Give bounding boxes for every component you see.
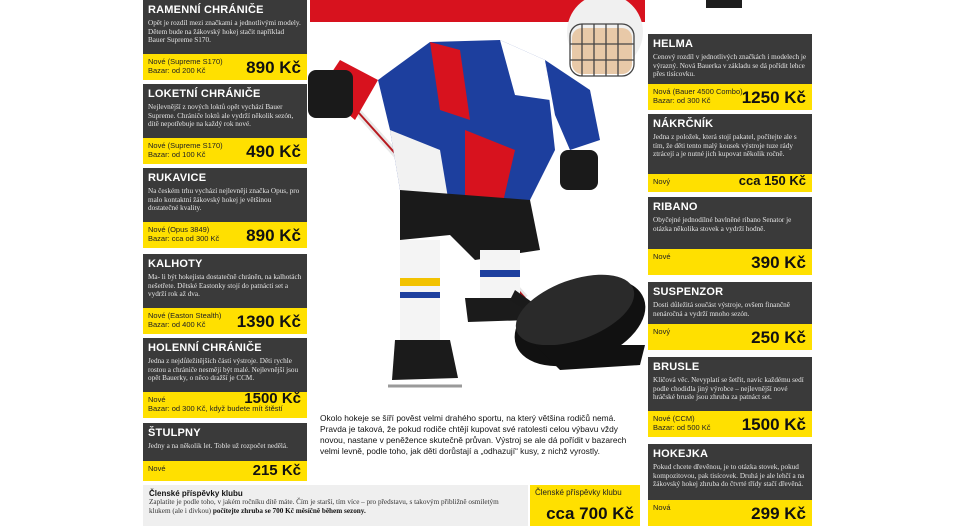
price-note-bazar: Bazar: od 500 Kč — [653, 423, 711, 432]
price-box — [143, 308, 307, 334]
club-fees-desc — [149, 498, 522, 516]
item-title: RAMENNÍ CHRÁNIČE — [148, 4, 264, 16]
item-title: BRUSLE — [653, 361, 700, 373]
price-box — [648, 249, 812, 275]
price-box — [648, 84, 812, 110]
item-title: RIBANO — [653, 201, 698, 213]
price-box — [143, 222, 307, 248]
club-fees-box — [143, 485, 528, 526]
club-fees-desc-text: Zaplatíte je podle toho, v jakém ročníku dítě máte. Čím je starší, tím více – pro představu, s takovým přibližně osmiletým klukem (ale i dívkou) — [149, 498, 499, 515]
price-value: 1500 Kč — [741, 415, 806, 434]
price-box — [648, 324, 812, 350]
club-fees-price-value: cca 700 Kč — [546, 504, 634, 523]
price-note-new: Nové — [653, 252, 671, 261]
item-title: HELMA — [653, 38, 694, 50]
price-value: 890 Kč — [246, 226, 301, 245]
price-value: 299 Kč — [751, 504, 806, 523]
club-fees-title: Členské příspěvky klubu — [149, 489, 243, 498]
item-card-suspenzor — [648, 282, 812, 350]
item-desc: Dosti důležitá součást výstroje, ovšem finančně nenáročná a vydrží mnoho sezón. — [653, 301, 790, 318]
price-note-bazar: Bazar: cca od 300 Kč — [148, 234, 220, 243]
price-note-bazar: Bazar: od 200 Kč — [148, 66, 206, 75]
price-note-bazar: Bazar: od 100 Kč — [148, 150, 206, 159]
price-note-new: Nové (Easton Stealth) — [148, 311, 222, 320]
item-card-nakrcnik — [648, 114, 812, 192]
price-note-new: Nová (Bauer 4500 Combo) — [653, 87, 743, 96]
price-note-new: Nový — [653, 177, 671, 186]
item-desc: Ma- li být hokejista dostatečně chráněn, na kalhotách nešetřete. Dětské Eastonky stojí do patnácti set a vydrží rok až dva. — [148, 273, 302, 299]
item-title: HOKEJKA — [653, 448, 709, 460]
price-value: 215 Kč — [252, 462, 301, 479]
item-card-rukavice — [143, 168, 307, 248]
item-desc: Nejlevnější z nových loktů opět vychází Bauer Supreme. Chrániče loktů ale vydrží několik sezón, dítě nepotřebuje na každý rok nové. — [148, 103, 294, 129]
price-value: 890 Kč — [246, 58, 301, 77]
price-note-new: Nové (CCM) — [653, 414, 695, 423]
item-card-holenni-chranice — [143, 338, 307, 418]
price-box — [143, 392, 307, 418]
price-note-new: Nové (Supreme S170) — [148, 57, 223, 66]
item-card-kalhoty — [143, 254, 307, 334]
item-card-loketni-chranice — [143, 84, 307, 164]
item-desc: Cenový rozdíl v jednotlivých značkách i modelech je výrazný. Nová Bauerka v základu se dá pořídit lehce přes tisícovku. — [653, 53, 807, 79]
price-box — [143, 54, 307, 80]
face — [572, 28, 632, 74]
item-card-brusle — [648, 357, 812, 437]
price-note-new: Nové — [148, 464, 166, 473]
price-value: 490 Kč — [246, 142, 301, 161]
item-card-stulpny — [143, 423, 307, 481]
item-desc: Klíčová věc. Nevyplatí se šetřit, navíc každému sedí podle chodidla jiný výrobce – nejlevnější nové hráčské brusle jsou zhruba za patnáct set. — [653, 376, 804, 402]
item-title: SUSPENZOR — [653, 286, 724, 298]
price-box — [648, 174, 812, 192]
price-value: 390 Kč — [751, 253, 806, 272]
item-title: RUKAVICE — [148, 172, 207, 184]
item-title: KALHOTY — [148, 258, 203, 270]
price-note-new: Nová — [653, 503, 671, 512]
item-desc: Jedna z nejdůležitějších částí výstroje. Děti rychle rostou a chrániče nesmějí být malé. Nejlevnější jsou opět Bauerky, o něco dražší je CCM. — [148, 357, 299, 383]
price-note-new: Nové (Opus 3849) — [148, 225, 210, 234]
skate-left — [392, 340, 458, 380]
item-desc: Jedny a na několik let. Toble už rozpočet nedělá. — [148, 442, 288, 450]
hockey-player-photo — [300, 0, 650, 412]
item-desc: Jedna z položek, která stojí pakatel, počítejte ale s tím, že děti tento malý kousek výstroje tuze rády ztrácejí a je nutné jich kupovat několik ročně. — [653, 133, 797, 159]
item-card-ramenni-chranice — [143, 0, 307, 80]
article-text: Okolo hokeje se šíří pověst velmi drahého sportu, na který většina rodičů nemá. Pravda je taková, že pokud rodiče chtějí kupovat své ratolesti celou výbavu vždy novou, nastane v peněžence skutečně průvan. Výstroj se ale dá pořídit v bazarech velmi levně, podle toho, jak děti dorůstají a „odhazují“ kusy, z nichž vyrostly. — [320, 413, 627, 456]
item-title: LOKETNÍ CHRÁNIČE — [148, 88, 261, 100]
item-desc: Obyčejné jednodílné bavlněné ribano Senator je otázka několika stovek a vydrží hodně. — [653, 216, 792, 233]
club-fees-price-label: Členské příspěvky klubu — [535, 488, 622, 497]
price-value: 1500 Kč — [244, 390, 301, 407]
price-value: 250 Kč — [751, 328, 806, 347]
item-title: ŠTULPNY — [148, 427, 201, 439]
price-note-bazar: Bazar: od 400 Kč — [148, 320, 206, 329]
item-card-helma — [648, 34, 812, 110]
price-note-bazar: Bazar: od 300 Kč, když budete mít štěstí — [148, 404, 283, 413]
price-box — [143, 138, 307, 164]
item-desc: Na českém trhu vychází nejlevněji značka Opus, pro malo kontaktní žákovský hokej je většinou dostatečné kvality. — [148, 187, 300, 213]
club-fees-price-box — [530, 485, 640, 526]
glove-left — [308, 70, 353, 118]
price-box — [648, 500, 812, 526]
top-dark-strip — [706, 0, 742, 8]
item-title: NÁKRČNÍK — [653, 118, 714, 130]
price-box — [143, 461, 307, 481]
price-note-new: Nový — [653, 327, 671, 336]
sock-left — [400, 240, 440, 340]
price-note-new: Nové — [148, 395, 166, 404]
price-box — [648, 411, 812, 437]
glove-right — [560, 150, 598, 190]
item-title: HOLENNÍ CHRÁNIČE — [148, 342, 262, 354]
price-value: cca 150 Kč — [738, 173, 806, 188]
price-value: 1250 Kč — [741, 88, 806, 107]
item-desc: Opět je rozdíl mezi značkami a jednotlivými modely. Dětem bude na žákovský hokej stačit například Bauer Supreme S170. — [148, 19, 301, 45]
price-note-bazar: Bazar: od 300 Kč — [653, 96, 711, 105]
item-card-ribano — [648, 197, 812, 275]
item-card-hokejka — [648, 444, 812, 526]
club-fees-desc-bold: počítejte zhruba se 700 Kč měsíčně během sezony. — [212, 507, 366, 515]
item-desc: Pokud chcete dřevěnou, je to otázka stovek, pokud kompozitovou, pak tisícovek. Druhá je ale lehčí a na žákovský hokej zhruba do čtvrté třídy stačí dřevěná. — [653, 463, 805, 489]
price-value: 1390 Kč — [236, 312, 301, 331]
price-note-new: Nové (Supreme S170) — [148, 141, 223, 150]
